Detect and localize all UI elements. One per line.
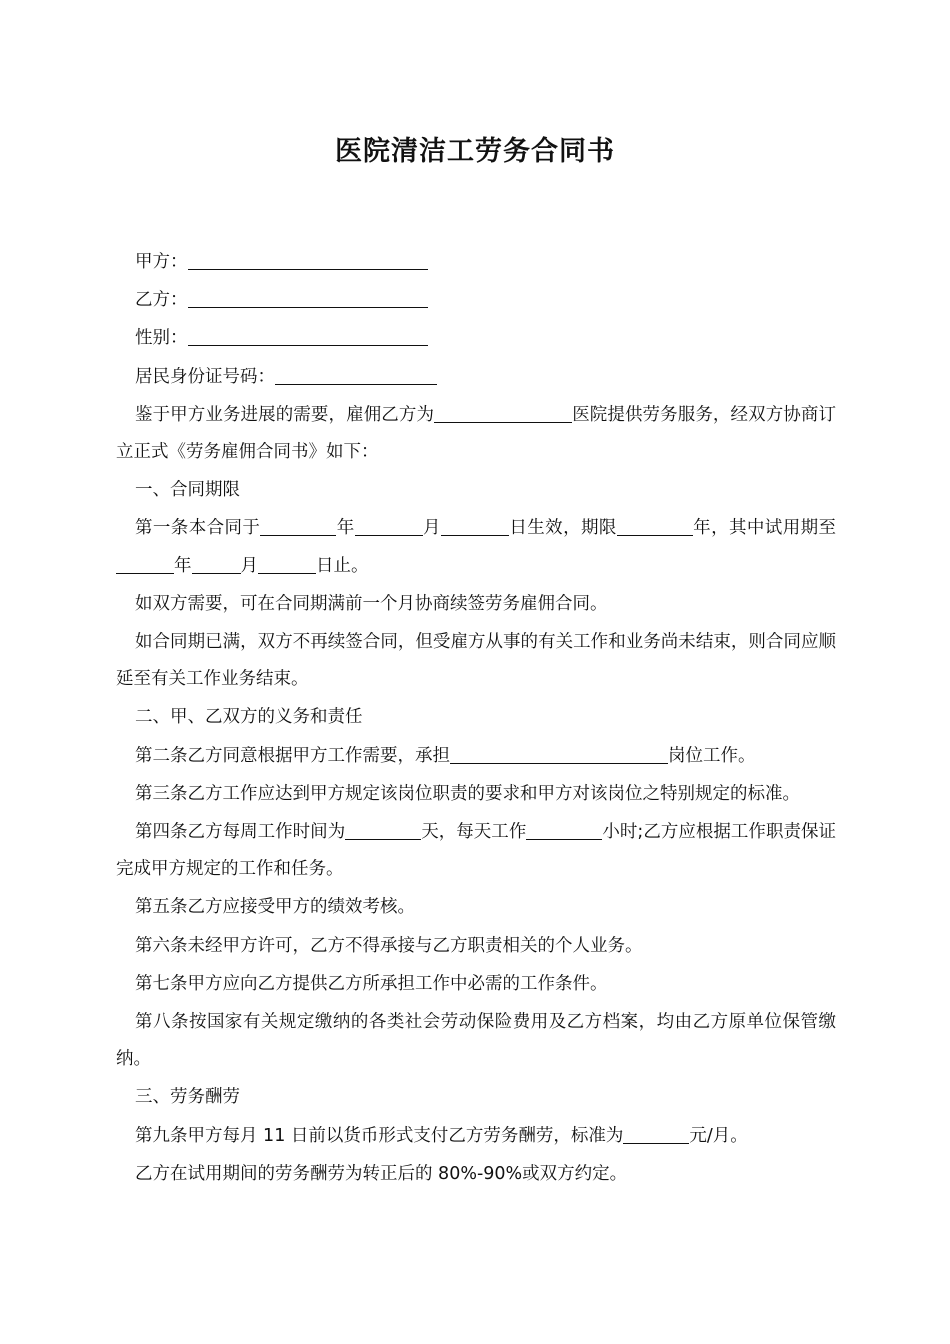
days-per-week-blank[interactable] (345, 819, 421, 840)
id-number-line (116, 359, 836, 396)
intro-paragraph (116, 397, 836, 471)
article9-text-after: 元/月。 (689, 1125, 748, 1146)
article2-text-after: 岗位工作。 (668, 745, 756, 766)
article4-text-2: 天，每天工作 (421, 822, 527, 843)
hospital-name-blank[interactable] (434, 402, 572, 423)
article1-paragraph (116, 510, 836, 584)
term-years-blank[interactable] (617, 515, 693, 536)
start-month-blank[interactable] (355, 515, 423, 536)
article1-text-7: 月 (240, 555, 258, 576)
monthly-pay-blank[interactable] (623, 1123, 689, 1144)
document-title: 医院清洁工劳务合同书 (335, 136, 615, 167)
article6-paragraph: 第六条未经甲方许可，乙方不得承接与乙方职责相关的个人业务。 (135, 935, 643, 956)
article9-text-before: 第九条甲方每月 11 日前以货币形式支付乙方劳务酬劳，标准为 (135, 1125, 624, 1146)
section2-heading: 二、甲、乙双方的义务和责任 (135, 707, 363, 728)
gender-line (116, 320, 836, 357)
article1-text-6: 年 (174, 555, 192, 576)
extension-paragraph: 如合同期已满，双方不再续签合同，但受雇方从事的有关工作和业务尚未结束，则合同应顺延至有关工作业务结束。 (116, 632, 836, 690)
intro-text-before: 鉴于甲方业务进展的需要，雇佣乙方为 (135, 404, 435, 425)
renewal-paragraph: 如双方需要，可在合同期满前一个月协商续签劳务雇佣合同。 (135, 593, 608, 614)
article2-paragraph (116, 738, 836, 775)
id-number-label: 居民身份证号码： (135, 366, 275, 387)
party-a-line (116, 244, 836, 281)
section3-heading: 三、劳务酬劳 (135, 1087, 240, 1108)
start-year-blank[interactable] (260, 515, 336, 536)
article8-paragraph: 第八条按国家有关规定缴纳的各类社会劳动保险费用及乙方档案，均由乙方原单位保管缴纳。 (116, 1012, 836, 1070)
hours-per-day-blank[interactable] (526, 819, 602, 840)
article4-text-3: 小时;乙方应根据工作职责保证完成甲方规定的工作和任务。 (116, 822, 837, 880)
trial-month-blank[interactable] (192, 553, 241, 574)
article2-text-before: 第二条乙方同意根据甲方工作需要，承担 (135, 745, 450, 766)
article4-paragraph (116, 814, 836, 888)
article1-text-1: 第一条本合同于 (135, 518, 261, 539)
article1-text-5: 年，其中试用期至 (692, 518, 837, 539)
trial-year-blank[interactable] (116, 553, 174, 574)
article9-paragraph (116, 1118, 836, 1155)
party-b-line (116, 282, 836, 319)
party-b-label: 乙方： (135, 290, 188, 311)
article1-text-4: 日生效，期限 (508, 518, 617, 539)
party-a-label: 甲方： (135, 252, 188, 272)
start-day-blank[interactable] (441, 515, 509, 536)
trial-day-blank[interactable] (258, 553, 316, 574)
section1-heading: 一、合同期限 (135, 480, 240, 501)
position-blank[interactable] (450, 743, 668, 764)
article1-text-3: 月 (422, 518, 441, 539)
party-a-blank[interactable] (188, 249, 428, 270)
gender-blank[interactable] (188, 325, 428, 346)
article4-text-1: 第四条乙方每周工作时间为 (135, 822, 346, 843)
gender-label: 性别： (135, 328, 188, 349)
article7-paragraph: 第七条甲方应向乙方提供乙方所承担工作中必需的工作条件。 (135, 973, 608, 994)
trial-pay-paragraph: 乙方在试用期间的劳务酬劳为转正后的 80%-90%或双方约定。 (135, 1163, 628, 1184)
id-number-blank[interactable] (275, 364, 437, 385)
article5-paragraph: 第五条乙方应接受甲方的绩效考核。 (135, 897, 415, 918)
article1-text-8: 日止。 (316, 555, 369, 576)
document-body (116, 244, 836, 1194)
intro-text-after: 医院提供劳务服务，经双方协商订立正式《劳务雇佣合同书》如下： (116, 404, 836, 463)
party-b-blank[interactable] (188, 287, 428, 308)
article3-paragraph: 第三条乙方工作应达到甲方规定该岗位职责的要求和甲方对该岗位之特别规定的标准。 (135, 783, 800, 804)
article1-text-2: 年 (336, 518, 355, 539)
